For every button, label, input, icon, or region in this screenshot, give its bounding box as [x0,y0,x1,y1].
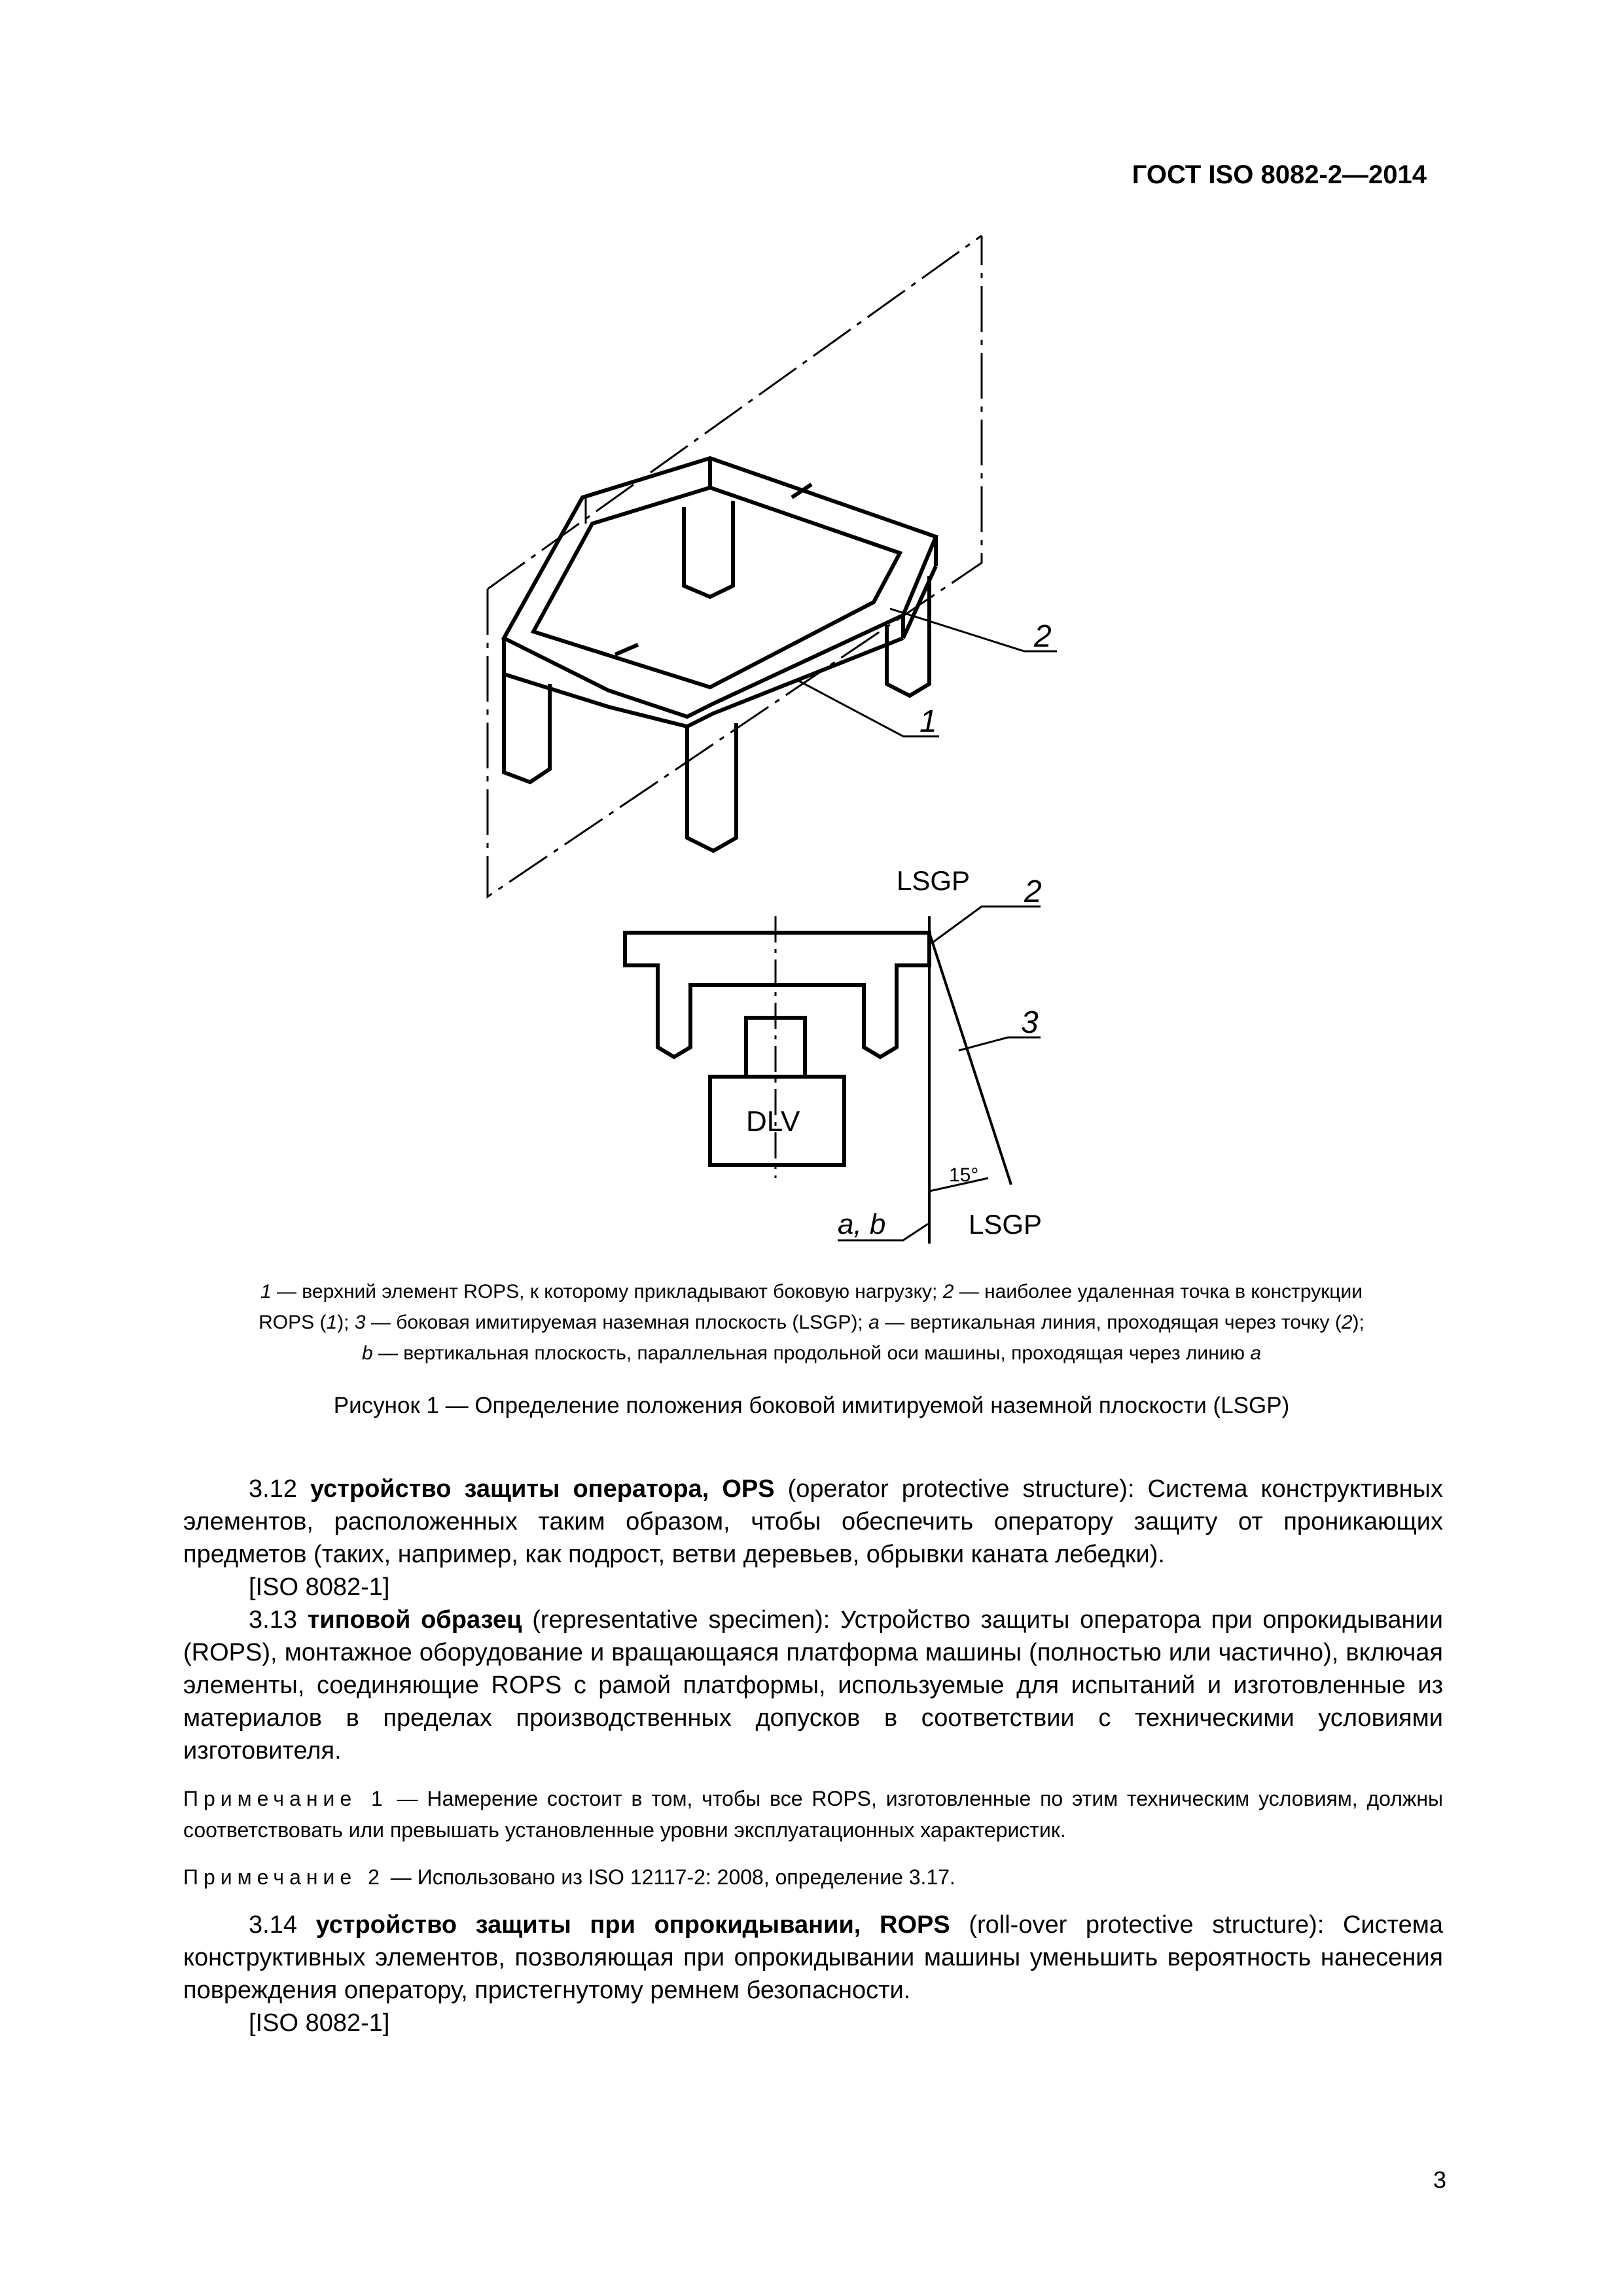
document-body [183,1473,1443,2039]
label-2-side: 2 [1024,874,1042,909]
note-2: Примечание 2 — Использовано из ISO 12117-2: 2008, определение 3.17. [183,1865,955,1889]
label-2-top: 2 [1034,619,1052,654]
note-1: Примечание 1 — Намерение состоит в том, чтобы все ROPS, изготовленные по этим техническим условиям, должны соответствовать или превышать установленные уровни эксплуатационных характеристик. [183,1787,1444,1842]
term-3-13: 3.13 типовой образец (representative specimen): Устройство защиты оператора при опрокидывании (ROPS), монтажное оборудование и вращающаяся платформа машины (полностью или частично), включая элементы, соединяющие ROPS с рамой платформы, используемые для испытаний и изготовленные из материалов в пределах производственных допусков в соответствии с техническими условиями изготовителя. [183,1606,1443,1765]
figure-legend [144,1276,1479,1369]
term-3-14: 3.14 устройство защиты при опрокидывании, ROPS (roll-over protective structure): Система конструктивных элементов, позволяющая при опрокидывании машины уменьшить вероятность нанесения повреждения оператору, пристегнутому ремнем безопасности. [183,1911,1443,2004]
term-3-12: 3.12 устройство защиты оператора, OPS (operator protective structure): Система конструктивных элементов, расположенных таким образом, чтобы обеспечить оператору защиту от проникающих предметов (таких, например, как подрост, ветви деревьев, обрывки каната лебедки). [183,1475,1443,1568]
label-ab: a, b [838,1208,886,1240]
legend-line-3: b — вертикальная плоскость, параллельная продольной оси машины, проходящая через линию a [361,1342,1262,1364]
rops-frame-outer [504,458,936,717]
label-lsgp-bottom: LSGP [969,1209,1043,1240]
document-header: ГОСТ ISO 8082-2—2014 [1132,160,1427,189]
figure-title: Рисунок 1 — Определение положения боковой имитируемой наземной плоскости (LSGP) [333,1393,1290,1418]
label-1: 1 [919,704,937,739]
legend-line-2: ROPS (1); 3 — боковая имитируемая наземная плоскость (LSGP); a — вертикальная линия, проходящая через точку (2); [259,1312,1364,1333]
label-dlv: DLV [746,1105,800,1138]
rops-leg-left [504,674,550,782]
ref-3-12: [ISO 8082-1] [249,1573,390,1601]
rops-leg-back [684,501,733,597]
legend-line-1: 1 — верхний элемент ROPS, к которому прикладывают боковую нагрузку; 2 — наиболее удаленная точка в конструкции [260,1281,1363,1302]
page-number: 3 [1433,2166,1446,2193]
lsgp-line [929,933,1011,1185]
ref-3-14: [ISO 8082-1] [249,2009,390,2037]
label-3: 3 [1021,1005,1039,1040]
leader-2-side [933,906,1041,942]
rops-leg-front [687,723,736,851]
rops-side-beam [625,933,929,1057]
label-lsgp-top: LSGP [897,865,971,896]
label-angle: 15° [949,1164,979,1186]
